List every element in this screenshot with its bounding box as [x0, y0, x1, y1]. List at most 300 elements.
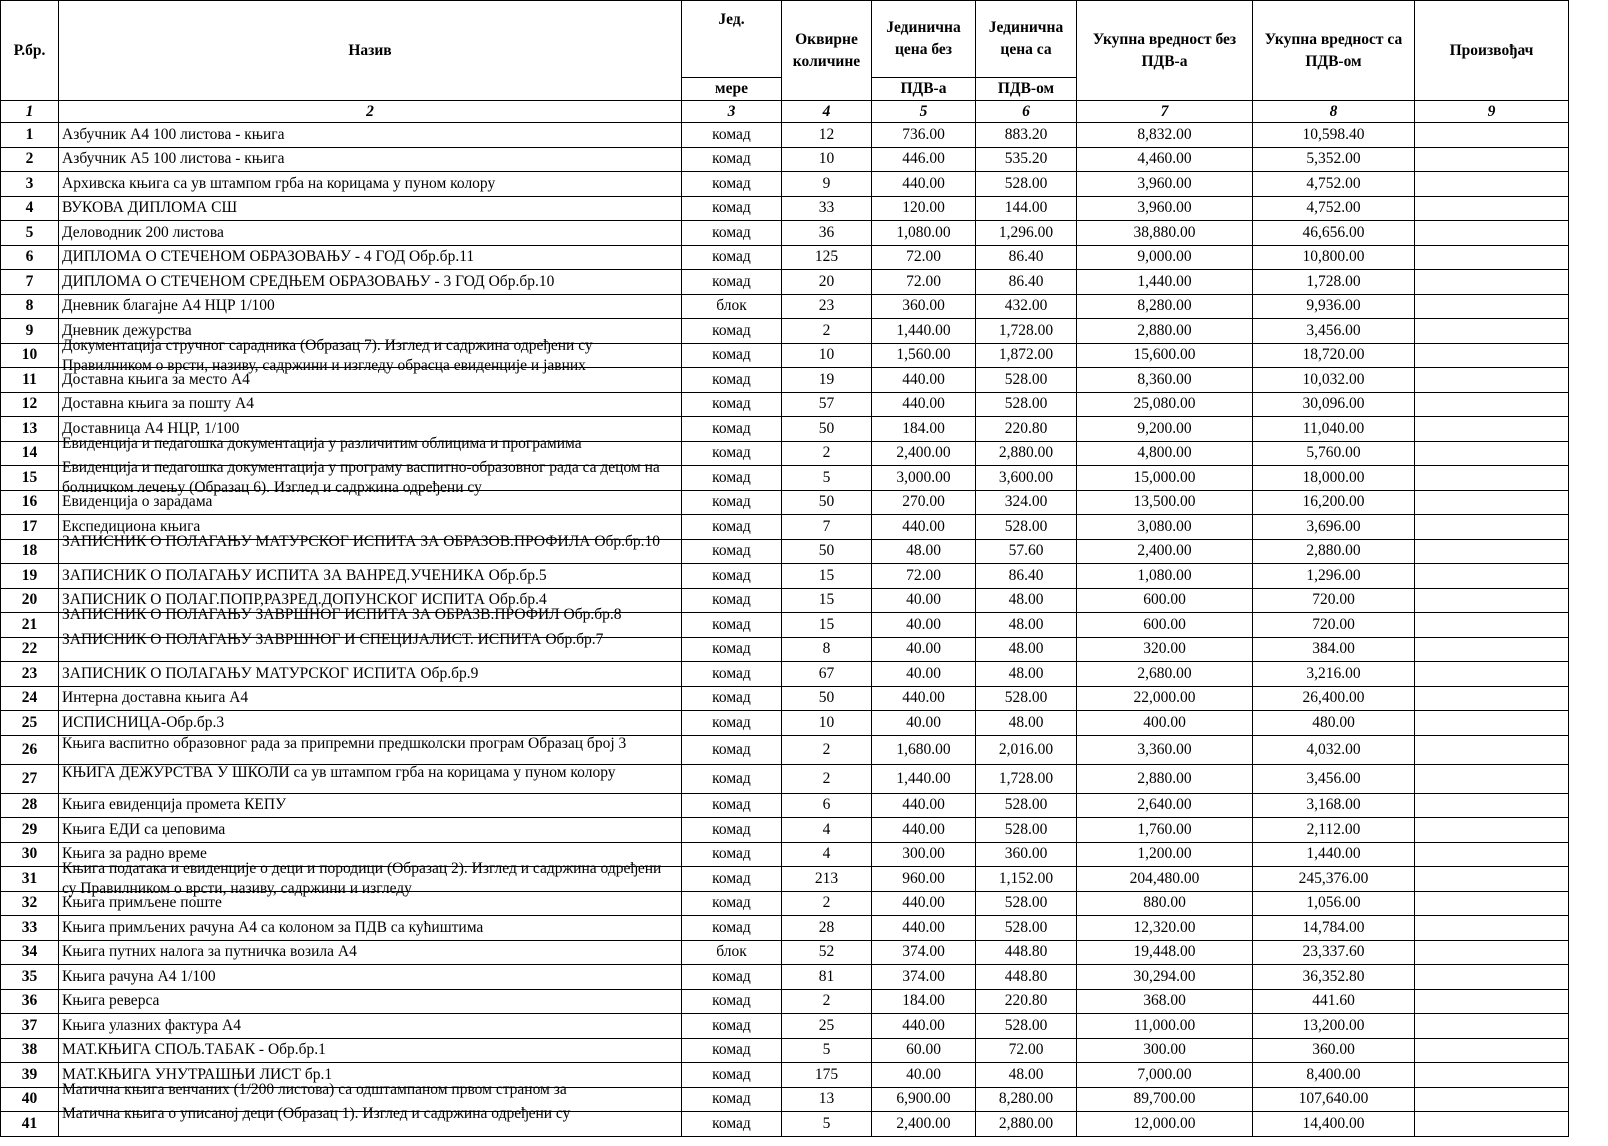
item-name: МАТ.КЊИГА СПОЉ.ТАБАК - Обр.бр.1 — [59, 1038, 682, 1063]
total-with-vat: 480.00 — [1253, 711, 1415, 736]
manufacturer — [1415, 270, 1569, 295]
quantity: 2 — [782, 441, 872, 466]
manufacturer — [1415, 686, 1569, 711]
item-name: Интерна доставна књига А4 — [59, 686, 682, 711]
total-without-vat: 320.00 — [1077, 637, 1253, 662]
total-without-vat: 15,000.00 — [1077, 466, 1253, 491]
total-without-vat: 368.00 — [1077, 989, 1253, 1014]
manufacturer — [1415, 343, 1569, 368]
unit-of-measure: комад — [682, 343, 782, 368]
row-number: 34 — [1, 940, 59, 965]
item-name: Азбучник А4 100 листова - књига — [59, 123, 682, 148]
total-without-vat: 204,480.00 — [1077, 867, 1253, 892]
total-with-vat: 4,032.00 — [1253, 735, 1415, 764]
unit-price-with-vat: 528.00 — [976, 916, 1077, 941]
unit-of-measure: комад — [682, 818, 782, 843]
unit-of-measure: комад — [682, 842, 782, 867]
total-without-vat: 300.00 — [1077, 1038, 1253, 1063]
total-without-vat: 9,000.00 — [1077, 245, 1253, 270]
total-without-vat: 600.00 — [1077, 613, 1253, 638]
total-without-vat: 13,500.00 — [1077, 490, 1253, 515]
total-with-vat: 1,440.00 — [1253, 842, 1415, 867]
unit-price-without-vat: 440.00 — [872, 686, 976, 711]
row-number: 35 — [1, 965, 59, 990]
unit-price-without-vat: 1,560.00 — [872, 343, 976, 368]
table-row — [1, 466, 1569, 491]
unit-price-without-vat: 374.00 — [872, 965, 976, 990]
unit-of-measure: комад — [682, 368, 782, 393]
unit-of-measure: комад — [682, 764, 782, 793]
item-name: Књига реверса — [59, 989, 682, 1014]
item-name — [59, 532, 682, 564]
quantity: 23 — [782, 294, 872, 319]
unit-of-measure: комад — [682, 965, 782, 990]
total-without-vat: 2,400.00 — [1077, 539, 1253, 564]
row-number: 26 — [1, 735, 59, 764]
row-number: 13 — [1, 417, 59, 442]
total-without-vat: 12,000.00 — [1077, 1112, 1253, 1137]
item-name: Књига путних налога за путничка возила А4 — [59, 940, 682, 965]
total-without-vat: 38,880.00 — [1077, 221, 1253, 246]
total-with-vat: 1,056.00 — [1253, 891, 1415, 916]
table-row — [1, 368, 1569, 393]
table-row — [1, 965, 1569, 990]
manufacturer — [1415, 711, 1569, 736]
column-number: 3 — [682, 101, 782, 123]
unit-price-with-vat: 220.80 — [976, 417, 1077, 442]
row-number: 9 — [1, 319, 59, 344]
unit-price-with-vat: 57.60 — [976, 539, 1077, 564]
quantity: 20 — [782, 270, 872, 295]
item-name: ИСПИСНИЦА-Обр.бр.3 — [59, 711, 682, 736]
quantity: 213 — [782, 867, 872, 892]
manufacturer — [1415, 245, 1569, 270]
item-name-text: ЗАПИСНИК О ПОЛАГАЊУ ЗАВРШНОГ ИСПИТА ЗА ОБРАЗВ.ПРОФИЛ Обр.бр.8 — [62, 606, 622, 623]
row-number: 10 — [1, 343, 59, 368]
table-row — [1, 1112, 1569, 1137]
table-row — [1, 916, 1569, 941]
unit-price-with-vat: 86.40 — [976, 270, 1077, 295]
total-with-vat: 14,784.00 — [1253, 916, 1415, 941]
item-name-text: Евиденција и педагошка документација у различитим облицима и програмима — [62, 434, 582, 452]
unit-of-measure: комад — [682, 916, 782, 941]
total-with-vat: 107,640.00 — [1253, 1087, 1415, 1112]
manufacturer — [1415, 867, 1569, 892]
quantity: 50 — [782, 490, 872, 515]
unit-of-measure: комад — [682, 686, 782, 711]
header-jed-top: Јед. — [682, 1, 782, 78]
unit-price-without-vat: 300.00 — [872, 842, 976, 867]
manufacturer — [1415, 1014, 1569, 1039]
manufacturer — [1415, 916, 1569, 941]
quantity: 50 — [782, 539, 872, 564]
table-row — [1, 1014, 1569, 1039]
total-without-vat: 25,080.00 — [1077, 392, 1253, 417]
unit-price-with-vat: 1,728.00 — [976, 319, 1077, 344]
item-name — [59, 860, 682, 897]
total-with-vat: 720.00 — [1253, 613, 1415, 638]
quantity: 2 — [782, 989, 872, 1014]
table-row — [1, 637, 1569, 662]
item-name-text: ЗАПИСНИК О ПОЛАГАЊУ МАТУРСКОГ ИСПИТА ЗА ОБРАЗОВ.ПРОФИЛА Обр.бр.10 — [62, 532, 661, 550]
unit-price-with-vat: 448.80 — [976, 965, 1077, 990]
unit-price-with-vat: 1,296.00 — [976, 221, 1077, 246]
row-number: 8 — [1, 294, 59, 319]
item-name — [59, 630, 682, 662]
header-cena-sa-bottom: ПДВ-ом — [976, 78, 1077, 101]
unit-price-with-vat: 528.00 — [976, 793, 1077, 818]
header-rbr: Р.бр. — [1, 1, 59, 101]
column-number: 5 — [872, 101, 976, 123]
unit-price-without-vat: 440.00 — [872, 916, 976, 941]
row-number: 32 — [1, 891, 59, 916]
row-number: 23 — [1, 662, 59, 687]
total-without-vat: 4,460.00 — [1077, 147, 1253, 172]
unit-price-with-vat: 528.00 — [976, 891, 1077, 916]
unit-price-with-vat: 1,152.00 — [976, 867, 1077, 892]
item-name: Експедициона књига — [59, 515, 682, 540]
unit-price-without-vat: 440.00 — [872, 392, 976, 417]
unit-price-with-vat: 48.00 — [976, 637, 1077, 662]
total-without-vat: 3,080.00 — [1077, 515, 1253, 540]
unit-price-with-vat: 535.20 — [976, 147, 1077, 172]
unit-of-measure: комад — [682, 392, 782, 417]
total-with-vat: 11,040.00 — [1253, 417, 1415, 442]
row-number: 16 — [1, 490, 59, 515]
manufacturer — [1415, 793, 1569, 818]
total-with-vat: 245,376.00 — [1253, 867, 1415, 892]
item-name: Књига евиденција промета КЕПУ — [59, 793, 682, 818]
unit-price-with-vat: 528.00 — [976, 172, 1077, 197]
total-with-vat: 46,656.00 — [1253, 221, 1415, 246]
unit-of-measure: комад — [682, 221, 782, 246]
unit-price-with-vat: 48.00 — [976, 711, 1077, 736]
table-row — [1, 564, 1569, 589]
item-name — [59, 336, 682, 374]
row-number: 7 — [1, 270, 59, 295]
total-without-vat: 2,680.00 — [1077, 662, 1253, 687]
total-with-vat: 720.00 — [1253, 588, 1415, 613]
row-number: 14 — [1, 441, 59, 466]
header-naziv: Назив — [59, 1, 682, 101]
unit-of-measure: комад — [682, 637, 782, 662]
unit-price-without-vat: 1,680.00 — [872, 735, 976, 764]
unit-price-without-vat: 2,400.00 — [872, 1112, 976, 1137]
unit-price-without-vat: 184.00 — [872, 989, 976, 1014]
table-row — [1, 940, 1569, 965]
unit-of-measure: комад — [682, 490, 782, 515]
total-with-vat: 2,112.00 — [1253, 818, 1415, 843]
table-row — [1, 147, 1569, 172]
total-with-vat: 36,352.80 — [1253, 965, 1415, 990]
manufacturer — [1415, 891, 1569, 916]
total-with-vat: 5,352.00 — [1253, 147, 1415, 172]
unit-price-without-vat: 440.00 — [872, 172, 976, 197]
manufacturer — [1415, 965, 1569, 990]
total-without-vat: 7,000.00 — [1077, 1063, 1253, 1088]
quantity: 33 — [782, 196, 872, 221]
quantity: 10 — [782, 147, 872, 172]
total-without-vat: 3,960.00 — [1077, 172, 1253, 197]
unit-price-without-vat: 60.00 — [872, 1038, 976, 1063]
unit-of-measure: комад — [682, 891, 782, 916]
unit-price-without-vat: 440.00 — [872, 793, 976, 818]
unit-of-measure: комад — [682, 662, 782, 687]
quantity: 4 — [782, 818, 872, 843]
unit-price-without-vat: 40.00 — [872, 662, 976, 687]
quantity: 8 — [782, 637, 872, 662]
total-without-vat: 400.00 — [1077, 711, 1253, 736]
unit-price-with-vat: 528.00 — [976, 368, 1077, 393]
quantity: 10 — [782, 343, 872, 368]
unit-price-with-vat: 1,872.00 — [976, 343, 1077, 368]
unit-of-measure: блок — [682, 294, 782, 319]
row-number: 11 — [1, 368, 59, 393]
row-number: 31 — [1, 867, 59, 892]
item-name — [59, 459, 682, 496]
header-cena-bez-bottom: ПДВ-а — [872, 78, 976, 101]
unit-of-measure: комад — [682, 245, 782, 270]
table-row — [1, 270, 1569, 295]
unit-price-with-vat: 528.00 — [976, 686, 1077, 711]
total-with-vat: 3,696.00 — [1253, 515, 1415, 540]
manufacturer — [1415, 417, 1569, 442]
table-row — [1, 793, 1569, 818]
item-name: Књига улазних фактура А4 — [59, 1014, 682, 1039]
unit-price-with-vat: 528.00 — [976, 1014, 1077, 1039]
total-without-vat: 11,000.00 — [1077, 1014, 1253, 1039]
unit-of-measure: комад — [682, 613, 782, 638]
item-name-text: КЊИГА ДЕЖУРСТВА У ШКОЛИ са ув штампом грба на корицама у пуном колору — [62, 763, 616, 781]
unit-of-measure: комад — [682, 441, 782, 466]
table-row — [1, 221, 1569, 246]
table-row — [1, 989, 1569, 1014]
total-with-vat: 5,760.00 — [1253, 441, 1415, 466]
manufacturer — [1415, 368, 1569, 393]
unit-price-with-vat: 3,600.00 — [976, 466, 1077, 491]
row-number: 3 — [1, 172, 59, 197]
row-number: 20 — [1, 588, 59, 613]
item-name — [59, 735, 682, 764]
column-number: 9 — [1415, 101, 1569, 123]
manufacturer — [1415, 1087, 1569, 1112]
unit-price-without-vat: 736.00 — [872, 123, 976, 148]
unit-price-with-vat: 528.00 — [976, 515, 1077, 540]
quantity: 6 — [782, 793, 872, 818]
item-name-text: Матична књига о уписаној деци (Образац 1). Изглед и садржина одређени су — [62, 1105, 571, 1122]
unit-of-measure: комад — [682, 1112, 782, 1137]
unit-price-without-vat: 40.00 — [872, 613, 976, 638]
quantity: 15 — [782, 588, 872, 613]
unit-price-with-vat: 220.80 — [976, 989, 1077, 1014]
unit-price-without-vat: 1,440.00 — [872, 319, 976, 344]
unit-price-with-vat: 360.00 — [976, 842, 1077, 867]
row-number: 22 — [1, 637, 59, 662]
unit-of-measure: комад — [682, 1087, 782, 1112]
manufacturer — [1415, 662, 1569, 687]
total-with-vat: 384.00 — [1253, 637, 1415, 662]
total-without-vat: 15,600.00 — [1077, 343, 1253, 368]
item-name: Дневник дежурства — [59, 319, 682, 344]
table-row — [1, 294, 1569, 319]
manufacturer — [1415, 842, 1569, 867]
unit-price-without-vat: 2,400.00 — [872, 441, 976, 466]
quantity: 2 — [782, 319, 872, 344]
unit-price-with-vat: 48.00 — [976, 613, 1077, 638]
manufacturer — [1415, 172, 1569, 197]
row-number: 19 — [1, 564, 59, 589]
unit-price-with-vat: 432.00 — [976, 294, 1077, 319]
unit-of-measure: комад — [682, 466, 782, 491]
unit-price-with-vat: 448.80 — [976, 940, 1077, 965]
quantity: 2 — [782, 735, 872, 764]
row-number: 40 — [1, 1087, 59, 1112]
unit-of-measure: комад — [682, 793, 782, 818]
quantity: 7 — [782, 515, 872, 540]
row-number: 5 — [1, 221, 59, 246]
item-name: Књига ЕДИ са џеповима — [59, 818, 682, 843]
row-number: 17 — [1, 515, 59, 540]
table-row — [1, 1038, 1569, 1063]
manufacturer — [1415, 564, 1569, 589]
item-name: Азбучник А5 100 листова - књига — [59, 147, 682, 172]
total-without-vat: 1,760.00 — [1077, 818, 1253, 843]
unit-price-with-vat: 883.20 — [976, 123, 1077, 148]
unit-price-with-vat: 8,280.00 — [976, 1087, 1077, 1112]
total-with-vat: 360.00 — [1253, 1038, 1415, 1063]
manufacturer — [1415, 441, 1569, 466]
total-without-vat: 2,880.00 — [1077, 764, 1253, 793]
unit-price-without-vat: 440.00 — [872, 818, 976, 843]
item-name: ДИПЛОМА О СТЕЧЕНОМ ОБРАЗОВАЊУ - 4 ГОД Обр.бр.11 — [59, 245, 682, 270]
quantity: 4 — [782, 842, 872, 867]
quantity: 57 — [782, 392, 872, 417]
total-with-vat: 3,456.00 — [1253, 764, 1415, 793]
unit-price-without-vat: 6,900.00 — [872, 1087, 976, 1112]
table-row — [1, 711, 1569, 736]
table-row — [1, 764, 1569, 793]
unit-price-with-vat: 144.00 — [976, 196, 1077, 221]
table-row — [1, 662, 1569, 687]
unit-price-without-vat: 446.00 — [872, 147, 976, 172]
quantity: 175 — [782, 1063, 872, 1088]
unit-price-with-vat: 528.00 — [976, 392, 1077, 417]
item-name-text: Документација стручног сарадника (Образац 7). Изглед и садржина одређени су Правилником о врсти, називу, садржини и изгледу обрасца евиденције и јавних — [62, 336, 593, 374]
header-ukupno-bez: Укупна вредност без ПДВ-а — [1077, 1, 1253, 101]
manufacturer — [1415, 735, 1569, 764]
unit-price-without-vat: 120.00 — [872, 196, 976, 221]
total-with-vat: 16,200.00 — [1253, 490, 1415, 515]
table-row — [1, 196, 1569, 221]
manufacturer — [1415, 1112, 1569, 1137]
row-number: 38 — [1, 1038, 59, 1063]
unit-price-without-vat: 440.00 — [872, 515, 976, 540]
header-kolicina: Оквирне количине — [782, 1, 872, 101]
unit-price-without-vat: 72.00 — [872, 564, 976, 589]
row-number: 36 — [1, 989, 59, 1014]
unit-price-with-vat: 48.00 — [976, 662, 1077, 687]
quantity: 2 — [782, 764, 872, 793]
total-with-vat: 4,752.00 — [1253, 196, 1415, 221]
item-name — [59, 1105, 682, 1137]
item-name: МАТ.КЊИГА УНУТРАШЊИ ЛИСТ бр.1 — [59, 1063, 682, 1088]
unit-of-measure: комад — [682, 588, 782, 613]
item-name: ЗАПИСНИК О ПОЛАГАЊУ ИСПИТА ЗА ВАНРЕД.УЧЕНИКА Обр.бр.5 — [59, 564, 682, 589]
quantity: 12 — [782, 123, 872, 148]
column-number: 7 — [1077, 101, 1253, 123]
row-number: 24 — [1, 686, 59, 711]
total-without-vat: 2,880.00 — [1077, 319, 1253, 344]
item-name: ЗАПИСНИК О ПОЛАГ.ПОПР,РАЗРЕД.ДОПУНСКОГ ИСПИТА Обр.бр.4 — [59, 588, 682, 613]
quantity: 5 — [782, 1038, 872, 1063]
total-without-vat: 3,360.00 — [1077, 735, 1253, 764]
unit-of-measure: комад — [682, 711, 782, 736]
manufacturer — [1415, 637, 1569, 662]
column-number: 1 — [1, 101, 59, 123]
table-row — [1, 245, 1569, 270]
row-number: 21 — [1, 613, 59, 638]
total-without-vat: 8,832.00 — [1077, 123, 1253, 148]
unit-of-measure: комад — [682, 735, 782, 764]
total-with-vat: 441.60 — [1253, 989, 1415, 1014]
unit-price-without-vat: 440.00 — [872, 1014, 976, 1039]
quantity: 15 — [782, 564, 872, 589]
unit-price-with-vat: 48.00 — [976, 588, 1077, 613]
column-number: 8 — [1253, 101, 1415, 123]
manufacturer — [1415, 294, 1569, 319]
unit-of-measure: комад — [682, 1063, 782, 1088]
unit-price-without-vat: 440.00 — [872, 368, 976, 393]
row-number: 39 — [1, 1063, 59, 1088]
total-with-vat: 3,456.00 — [1253, 319, 1415, 344]
column-number: 6 — [976, 101, 1077, 123]
quantity: 13 — [782, 1087, 872, 1112]
unit-of-measure: комад — [682, 123, 782, 148]
quantity: 36 — [782, 221, 872, 246]
table-row — [1, 735, 1569, 764]
unit-price-with-vat: 72.00 — [976, 1038, 1077, 1063]
quantity: 28 — [782, 916, 872, 941]
total-with-vat: 18,720.00 — [1253, 343, 1415, 368]
quantity: 50 — [782, 417, 872, 442]
unit-price-with-vat: 86.40 — [976, 245, 1077, 270]
total-without-vat: 1,440.00 — [1077, 270, 1253, 295]
unit-price-without-vat: 72.00 — [872, 270, 976, 295]
header-ukupno-sa: Укупна вредност са ПДВ-ом — [1253, 1, 1415, 101]
header-cena-bez-top: Јединична цена без — [872, 1, 976, 78]
total-without-vat: 30,294.00 — [1077, 965, 1253, 990]
total-with-vat: 9,936.00 — [1253, 294, 1415, 319]
total-without-vat: 4,800.00 — [1077, 441, 1253, 466]
unit-price-with-vat: 324.00 — [976, 490, 1077, 515]
manufacturer — [1415, 123, 1569, 148]
manufacturer — [1415, 613, 1569, 638]
unit-of-measure: комад — [682, 147, 782, 172]
unit-of-measure: комад — [682, 989, 782, 1014]
table-row — [1, 343, 1569, 368]
total-with-vat: 3,216.00 — [1253, 662, 1415, 687]
table-row — [1, 867, 1569, 892]
total-with-vat: 10,598.40 — [1253, 123, 1415, 148]
total-with-vat: 1,296.00 — [1253, 564, 1415, 589]
unit-price-with-vat: 2,880.00 — [976, 441, 1077, 466]
total-without-vat: 8,360.00 — [1077, 368, 1253, 393]
unit-price-without-vat: 440.00 — [872, 891, 976, 916]
column-number: 4 — [782, 101, 872, 123]
item-name: Доставна књига за пошту А4 — [59, 392, 682, 417]
table-row — [1, 392, 1569, 417]
item-name: ЗАПИСНИК О ПОЛАГАЊУ МАТУРСКОГ ИСПИТА Обр.бр.9 — [59, 662, 682, 687]
